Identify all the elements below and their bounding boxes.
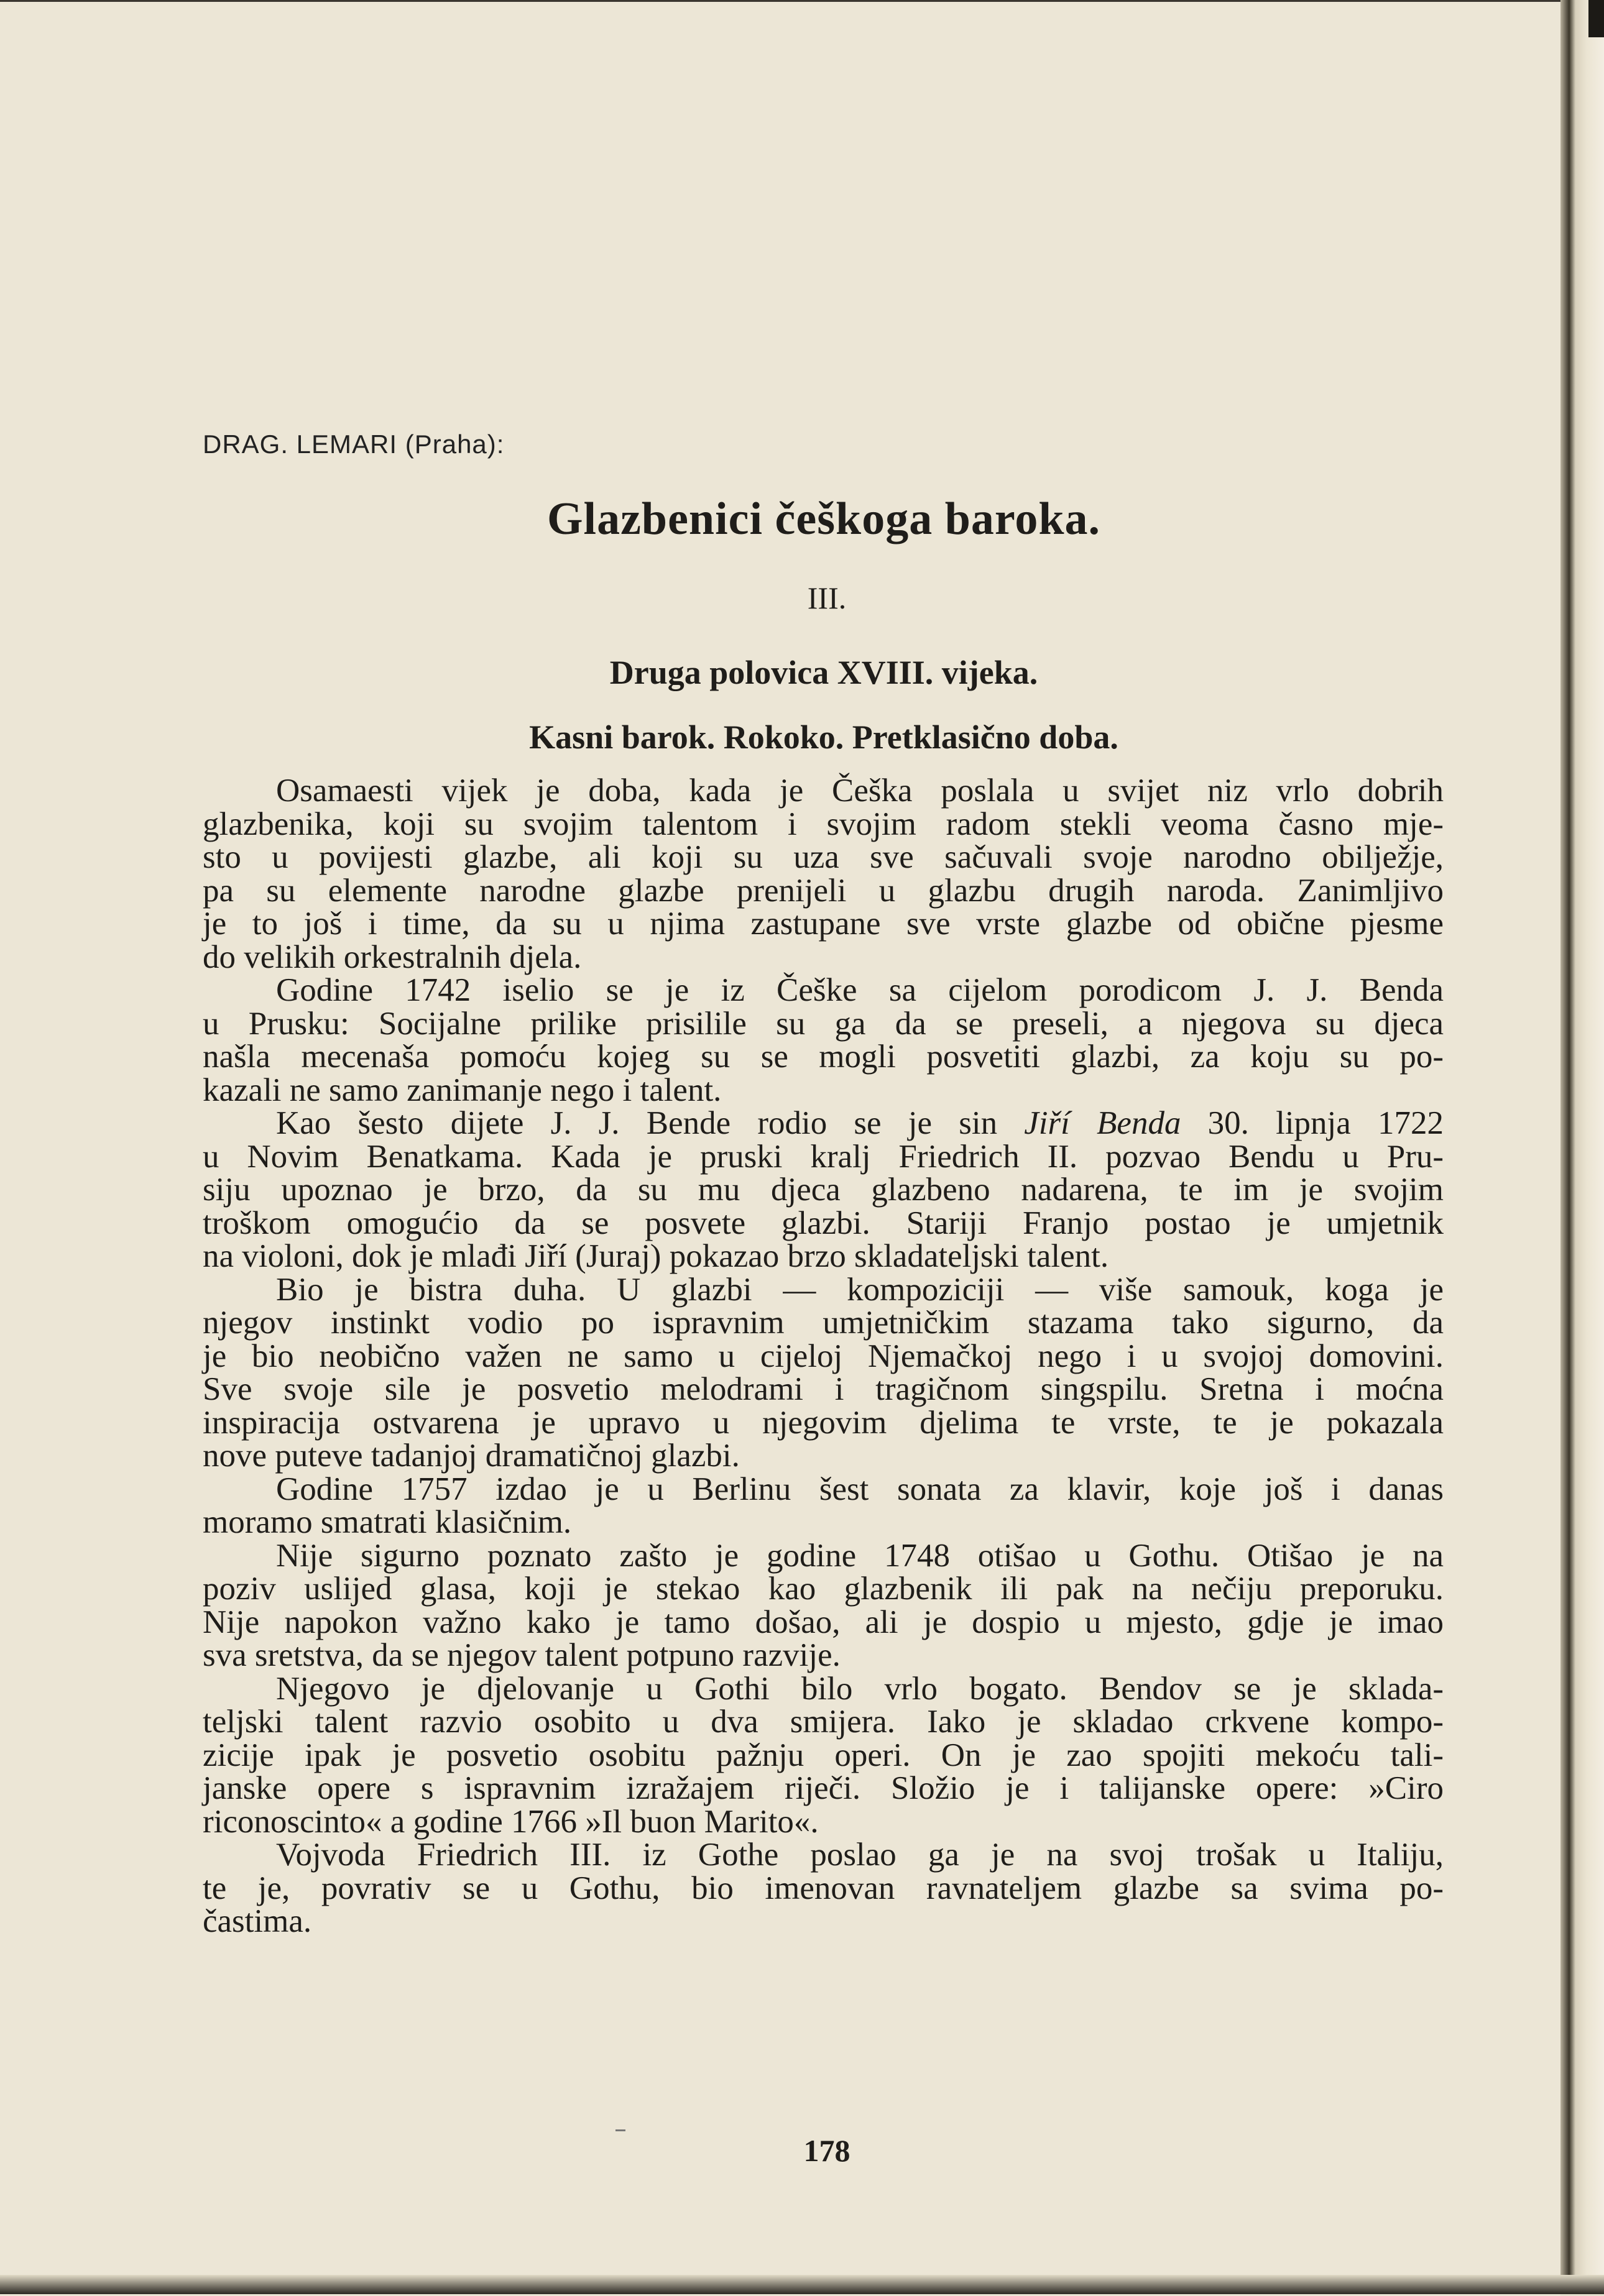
author-byline: DRAG. LEMARI (Praha): [203,429,505,459]
page-gutter-edge [1560,0,1604,2294]
text-line: je to još i time, da su u njima zastupane sve vrste glazbe od obične pjesme [203,906,1444,942]
paragraph [203,1107,1444,1274]
text-line: sva sretstva, da se njegov talent potpuno razvije. [203,1637,841,1673]
text-line: Godine 1742 iselio se je iz Češke sa cijelom porodicom J. J. Benda [276,972,1444,1008]
paragraph [203,1670,1444,1840]
text-line: Kao šesto dijete J. J. Bende rodio se je sin Jiří Benda 30. lipnja 1722 [276,1105,1444,1141]
article-title: Glazbenici češkoga baroka. [546,494,1101,544]
text-line: na violoni, dok je mlađi Jiří (Juraj) pokazao brzo skladateljski talent. [203,1238,1109,1274]
text-line: Osamaesti vijek je doba, kada je Češka poslala u svijet niz vrlo dobrih [276,773,1444,809]
text-line: moramo smatrati klasičnim. [203,1504,572,1540]
text-line: do velikih orkestralnih djela. [203,939,582,975]
footer-rule [615,2129,625,2131]
text-line: nove puteve tadanjoj dramatičnoj glazbi. [203,1438,740,1474]
text-line: u Novim Benatkama. Kada je pruski kralj Friedrich II. pozvao Bendu u Pru- [203,1138,1444,1175]
text-line: Nije sigurno poznato zašto je godine 1748 otišao u Gothu. Otišao je na [276,1537,1444,1574]
section-subtitle-period: Kasni barok. Rokoko. Pretklasično doba. [529,719,1118,756]
text-line: inspiracija ostvarena je upravo u njegovim djelima te vrste, te je pokazala [203,1404,1444,1441]
page-number: 178 [803,2133,850,2168]
paragraph [203,1271,1444,1474]
text-line: je bio neobično važen ne samo u cijeloj Njemačkoj nego i u svojoj domovini. [203,1338,1444,1374]
text-line: Vojvoda Friedrich III. iz Gothe poslao ga je na svoj trošak u Italiju, [276,1837,1444,1873]
text-line: glazbenika, koji su svojim talentom i svojim radom stekli veoma časno mje- [203,806,1444,842]
binding-shadow [1588,0,1604,37]
text-line: Bio je bistra duha. U glazbi — kompoziciji — više samouk, koga je [276,1271,1444,1308]
text-line: častima. [203,1903,312,1939]
paragraph [203,774,1444,974]
article-body [203,774,1444,1939]
text-line: u Prusku: Socijalne prilike prisilile su ga da se preseli, a njegova su djeca [203,1005,1444,1042]
text-line: pa su elemente narodne glazbe prenijeli u glazbu drugih naroda. Zanimljivo [203,872,1444,909]
text-line: teljski talent razvio osobito u dva smijera. Iako je skladao crkvene kompo- [203,1704,1444,1740]
text-line: Godine 1757 izdao je u Berlinu šest sonata za klavir, koje još i danas [276,1471,1444,1507]
text-line: riconoscinto« a godine 1766 »Il buon Marito«. [203,1803,819,1840]
section-subtitle: Druga polovica XVIII. vijeka. [609,654,1038,691]
paragraph [203,1839,1444,1939]
text-line: zicije ipak je posvetio osobitu pažnju operi. On je zao spojiti mekoću tali- [203,1737,1444,1773]
text-line: našla mecenaša pomoću kojeg su se mogli posvetiti glazbi, za koju su po- [203,1039,1444,1075]
paragraph [203,1537,1444,1673]
paragraph [203,1473,1444,1540]
text-line: te je, povrativ se u Gothu, bio imenovan ravnateljem glazbe sa svima po- [203,1870,1444,1906]
text-line: Sve svoje sile je posvetio melodrami i tragičnom singspilu. Sretna i moćna [203,1371,1444,1407]
section-number: III. [807,581,847,615]
text-line: sto u povijesti glazbe, ali koji su uza sve sačuvali svoje narodno obilježje, [203,839,1444,875]
text-line: poziv uslijed glasa, koji je stekao kao glazbenik ili pak na nečiju preporuku. [203,1571,1444,1607]
paragraph [203,974,1444,1107]
text-line: troškom omogućio da se posvete glazbi. Stariji Franjo postao je umjetnik [203,1205,1444,1241]
text-line: kazali ne samo zanimanje nego i talent. [203,1072,722,1108]
text-line: Njegovo je djelovanje u Gothi bilo vrlo bogato. Bendov se je sklada- [276,1670,1444,1707]
text-line: njegov instinkt vodio po ispravnim umjetničkim stazama tako sigurno, da [203,1305,1444,1341]
text-line: janske opere s ispravnim izražajem riječi. Složio je i talijanske opere: »Ciro [203,1770,1444,1806]
text-line: siju upoznao je brzo, da su mu djeca glazbeno nadarena, te im je svojim [203,1172,1444,1208]
text-line: Nije napokon važno kako je tamo došao, ali je dospio u mjesto, gdje je imao [203,1604,1444,1640]
page-bottom-shadow [0,2275,1604,2294]
